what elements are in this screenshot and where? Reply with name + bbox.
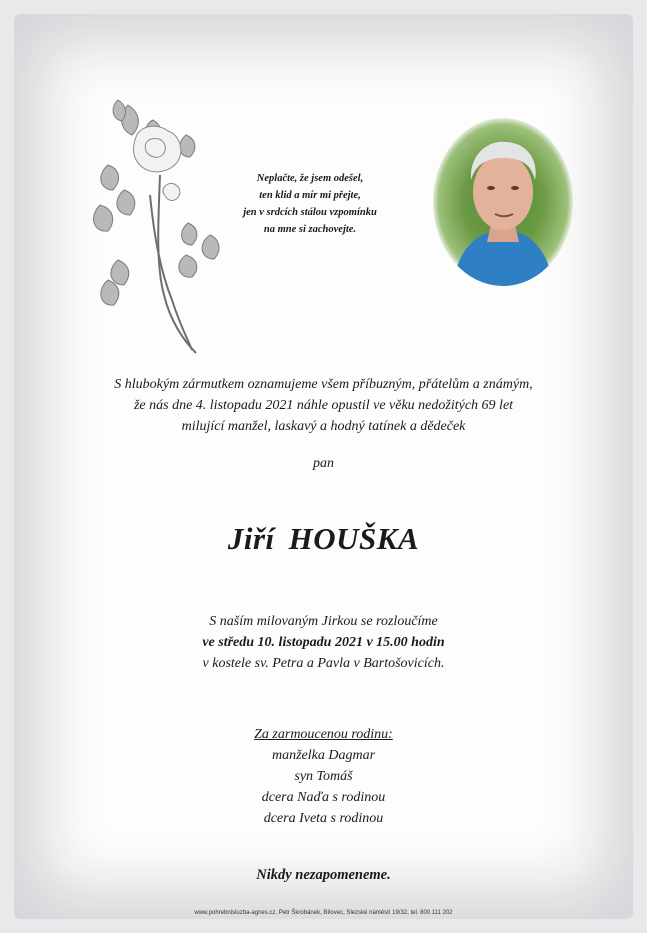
announcement-line: milující manžel, laskavý a hodný tatínek a dědeček (181, 419, 466, 434)
closing-line: Nikdy nezapomeneme. (256, 867, 391, 883)
poem-line: Neplačte, že jsem odešel, (256, 173, 364, 184)
family-member: dcera Naďa s rodinou (261, 790, 386, 805)
family-heading: Za zarmoucenou rodinu: (254, 727, 393, 742)
announcement-line: S hlubokým zármutkem oznamujeme všem příbuzným, přátelům a známým, (114, 377, 533, 392)
poem-line: ten klid a mír mi přejte, (259, 190, 361, 201)
family-member: dcera Iveta s rodinou (263, 811, 384, 826)
poem-line: jen v srdcích stálou vzpomínku (243, 207, 377, 218)
deceased-name (0, 521, 647, 557)
ceremony-datetime: ve středu 10. listopadu 2021 v 15.00 hodin (202, 635, 445, 650)
portrait-figure (433, 118, 573, 286)
portrait-photo (433, 118, 573, 286)
poem-line: na mne si zachovejte. (263, 224, 357, 235)
ceremony-place: v kostele sv. Petra a Pavla v Bartošovicích. (202, 656, 445, 671)
rose-icon (88, 95, 233, 360)
ceremony-info (0, 611, 647, 674)
family-member: manželka Dagmar (271, 748, 376, 763)
ceremony-intro: S naším milovaným Jirkou se rozloučíme (209, 614, 438, 629)
family-member: syn Tomáš (294, 769, 353, 784)
poem (225, 170, 395, 238)
announcement-line: že nás dne 4. listopadu 2021 náhle opustil ve věku nedožitých 69 let (133, 398, 514, 413)
announcement (40, 374, 607, 437)
funeral-service-footer: www.pohrebnisluzba-agnes.cz, Petr Škrobánek, Bílovec, Slezské náměstí 19/32, tel. 800 111 202 (194, 910, 453, 916)
family-list (0, 724, 647, 829)
title-word: pan (313, 456, 334, 471)
last-name: HOUŠKA (288, 521, 420, 556)
first-name: Jiří (227, 521, 275, 556)
